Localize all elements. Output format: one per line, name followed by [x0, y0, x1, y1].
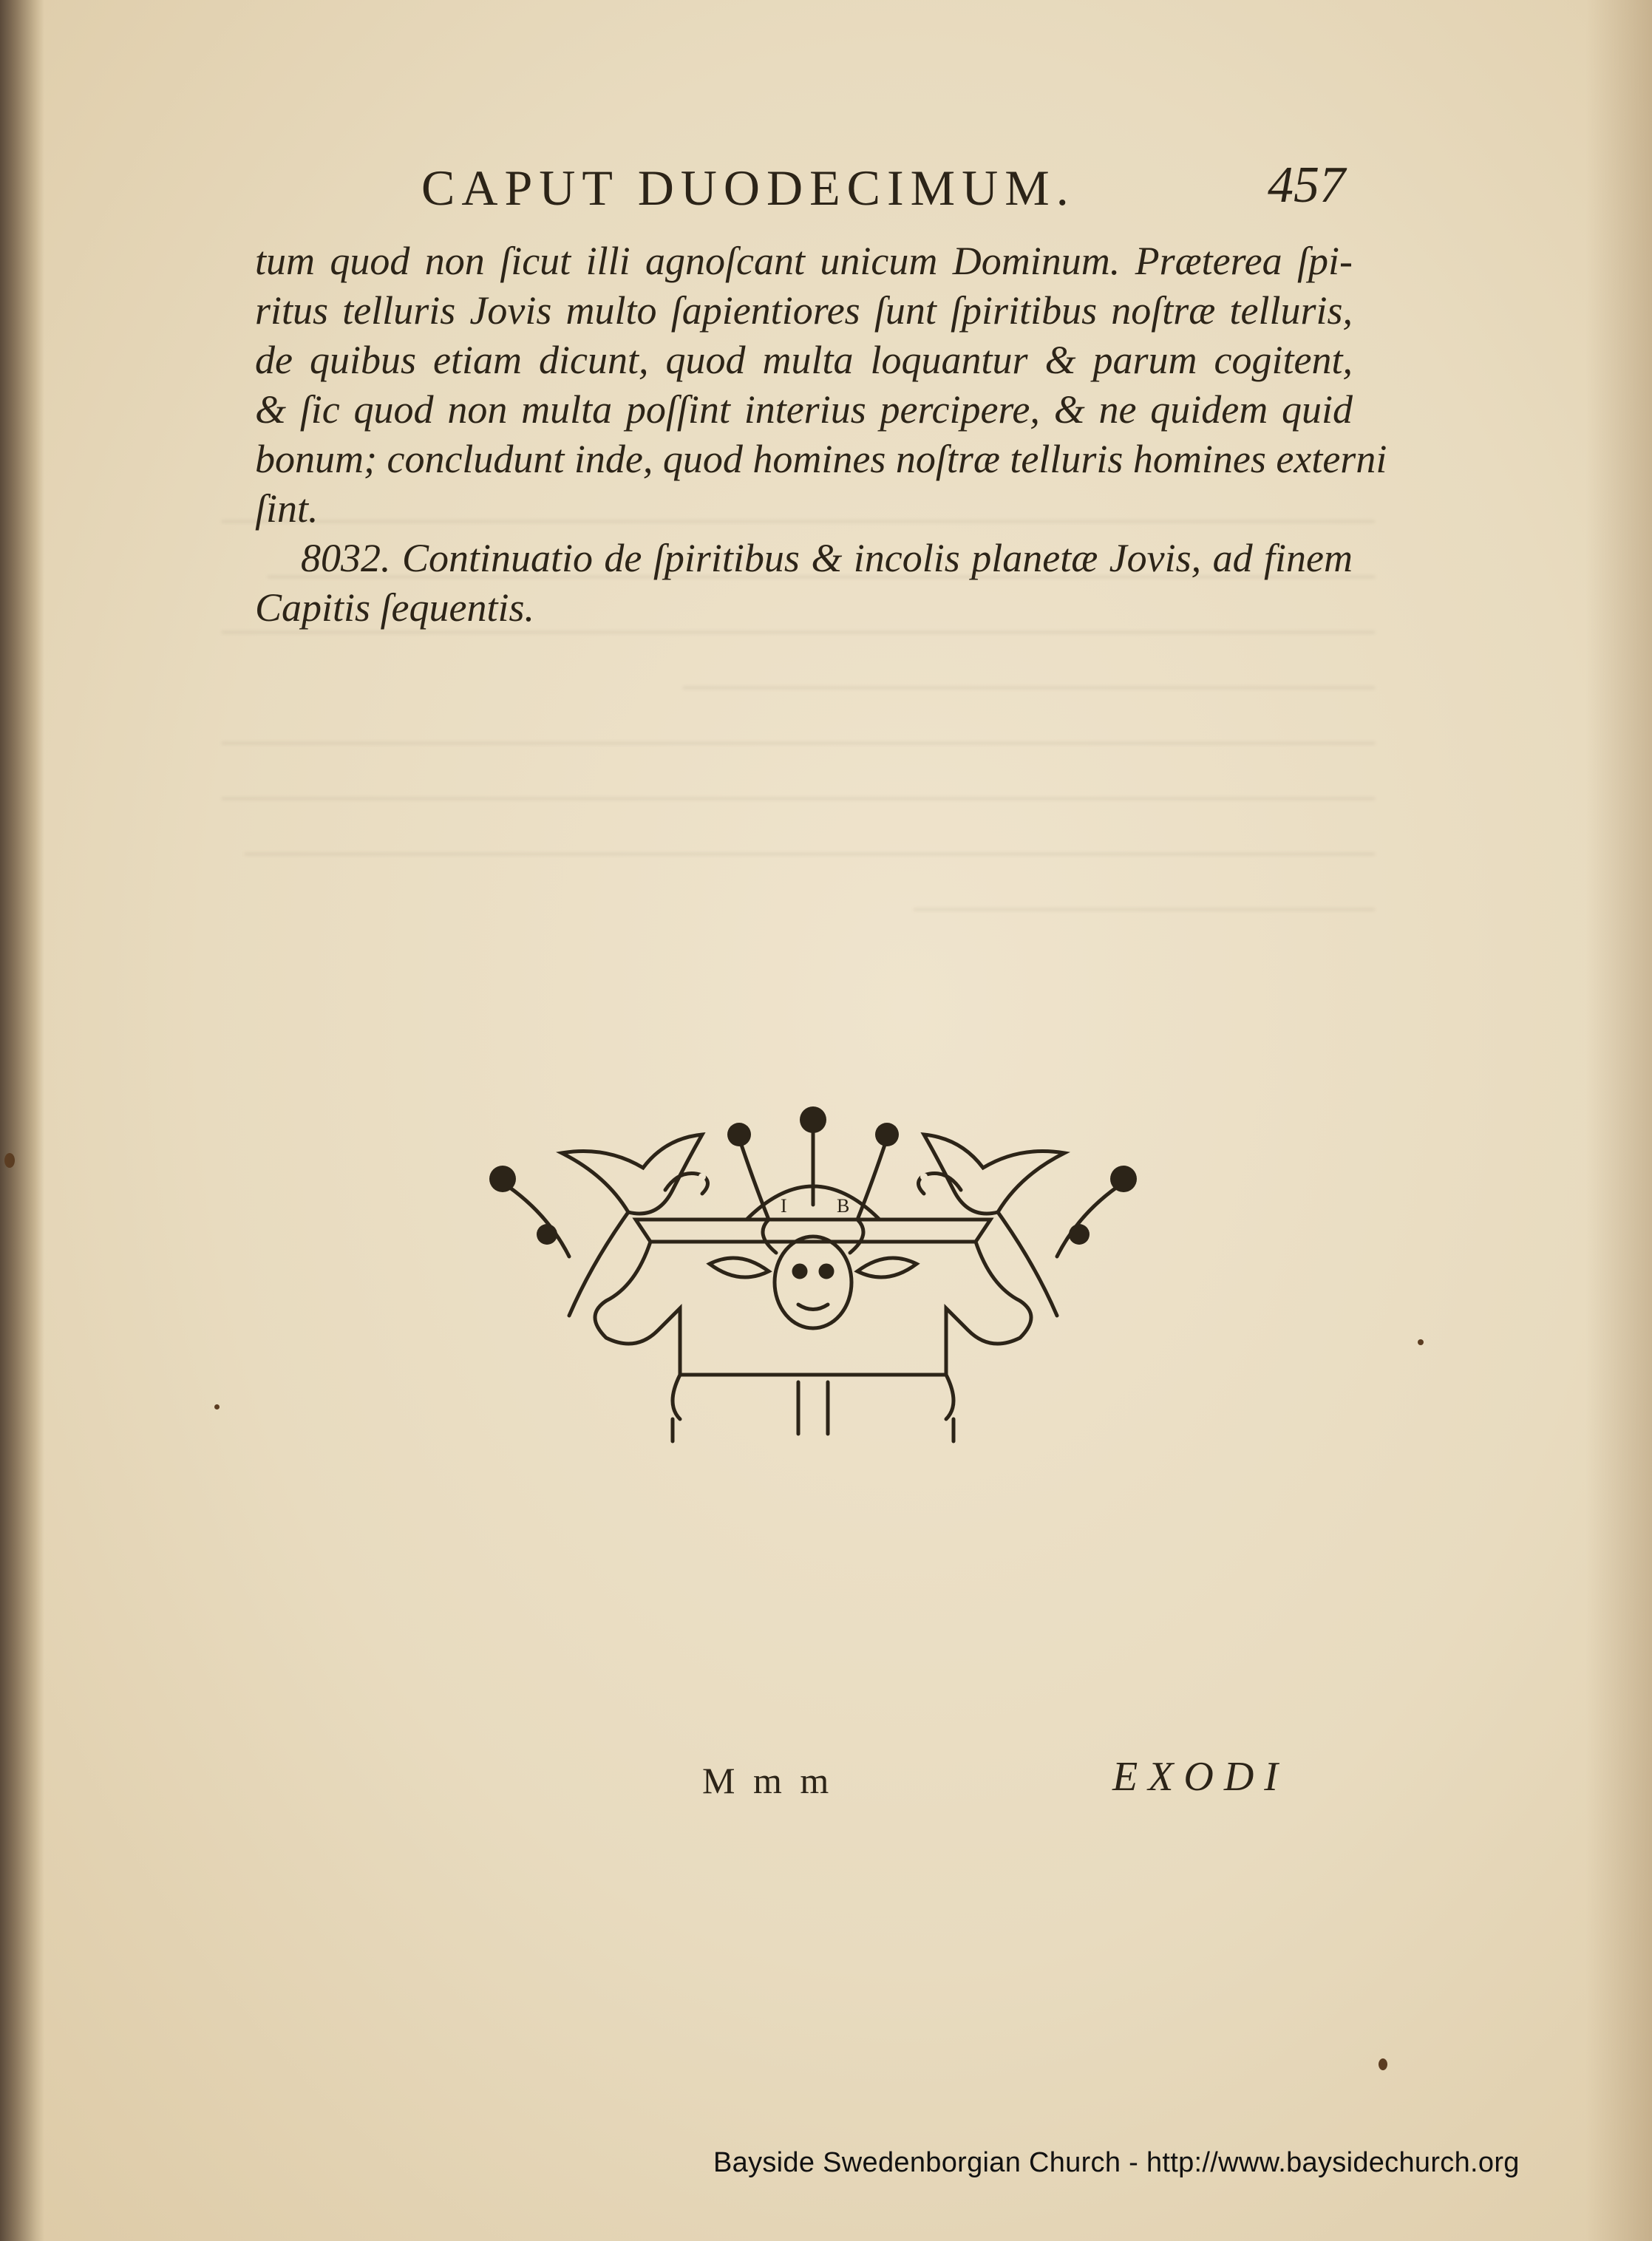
text-line: & ſic quod non multa poſſint interius percipere, & ne quidem quid	[255, 387, 1353, 432]
page-edge-shadow	[1585, 0, 1652, 2241]
pendants	[673, 1382, 954, 1441]
flower	[875, 1123, 899, 1146]
text-line: de quibus etiam dicunt, quod multa loquantur & parum cogitent,	[255, 338, 1353, 382]
paper-fleck	[214, 1404, 220, 1409]
running-title: CAPUT DUODECIMUM.	[421, 160, 1075, 216]
catchword: EXODI	[1112, 1754, 1288, 1800]
flower	[727, 1123, 751, 1146]
left-bird-tail	[569, 1212, 628, 1316]
binding-gutter	[0, 0, 44, 2241]
signature-mark: M m m	[702, 1760, 834, 1801]
leaf	[857, 1258, 917, 1277]
paper-fleck	[4, 1153, 15, 1168]
text-line: tum quod non ſicut illi agnoſcant unicum Dominum. Præterea ſpi-	[255, 239, 1353, 283]
page-number: 457	[1268, 157, 1345, 214]
leaf	[710, 1258, 769, 1277]
printers-ornament	[458, 1094, 1168, 1449]
mask-face	[775, 1237, 852, 1328]
right-bird-tail	[998, 1212, 1057, 1316]
paper-fleck	[1379, 2058, 1387, 2070]
flower	[800, 1106, 826, 1133]
flower	[1110, 1166, 1137, 1192]
flower	[1069, 1224, 1090, 1245]
flower	[537, 1224, 557, 1245]
flower-stems	[739, 1123, 887, 1220]
body-text	[255, 237, 1387, 633]
text-line: bonum; concludunt inde, quod homines noſtræ telluris homines externi	[255, 437, 1387, 481]
flower	[489, 1166, 516, 1192]
running-header	[421, 159, 1345, 218]
cartouche-feet	[673, 1375, 954, 1419]
text-line: ſint.	[255, 486, 319, 531]
text-line: ritus telluris Jovis multo ſapientiores ſunt ſpiritibus noſtræ telluris,	[255, 288, 1353, 333]
ornament-initial-right: B	[837, 1195, 850, 1217]
ornament-initial-left: I	[781, 1195, 787, 1217]
paragraph-8032-line: 8032. Continuatio de ſpiritibus & incolis planetæ Jovis, ad finem	[301, 536, 1353, 580]
source-watermark: Bayside Swedenborgian Church - http://www.baysidechurch.org	[713, 2147, 1520, 2178]
paper-fleck	[1418, 1339, 1424, 1345]
paragraph-8032-line: Capitis ſequentis.	[255, 585, 534, 630]
